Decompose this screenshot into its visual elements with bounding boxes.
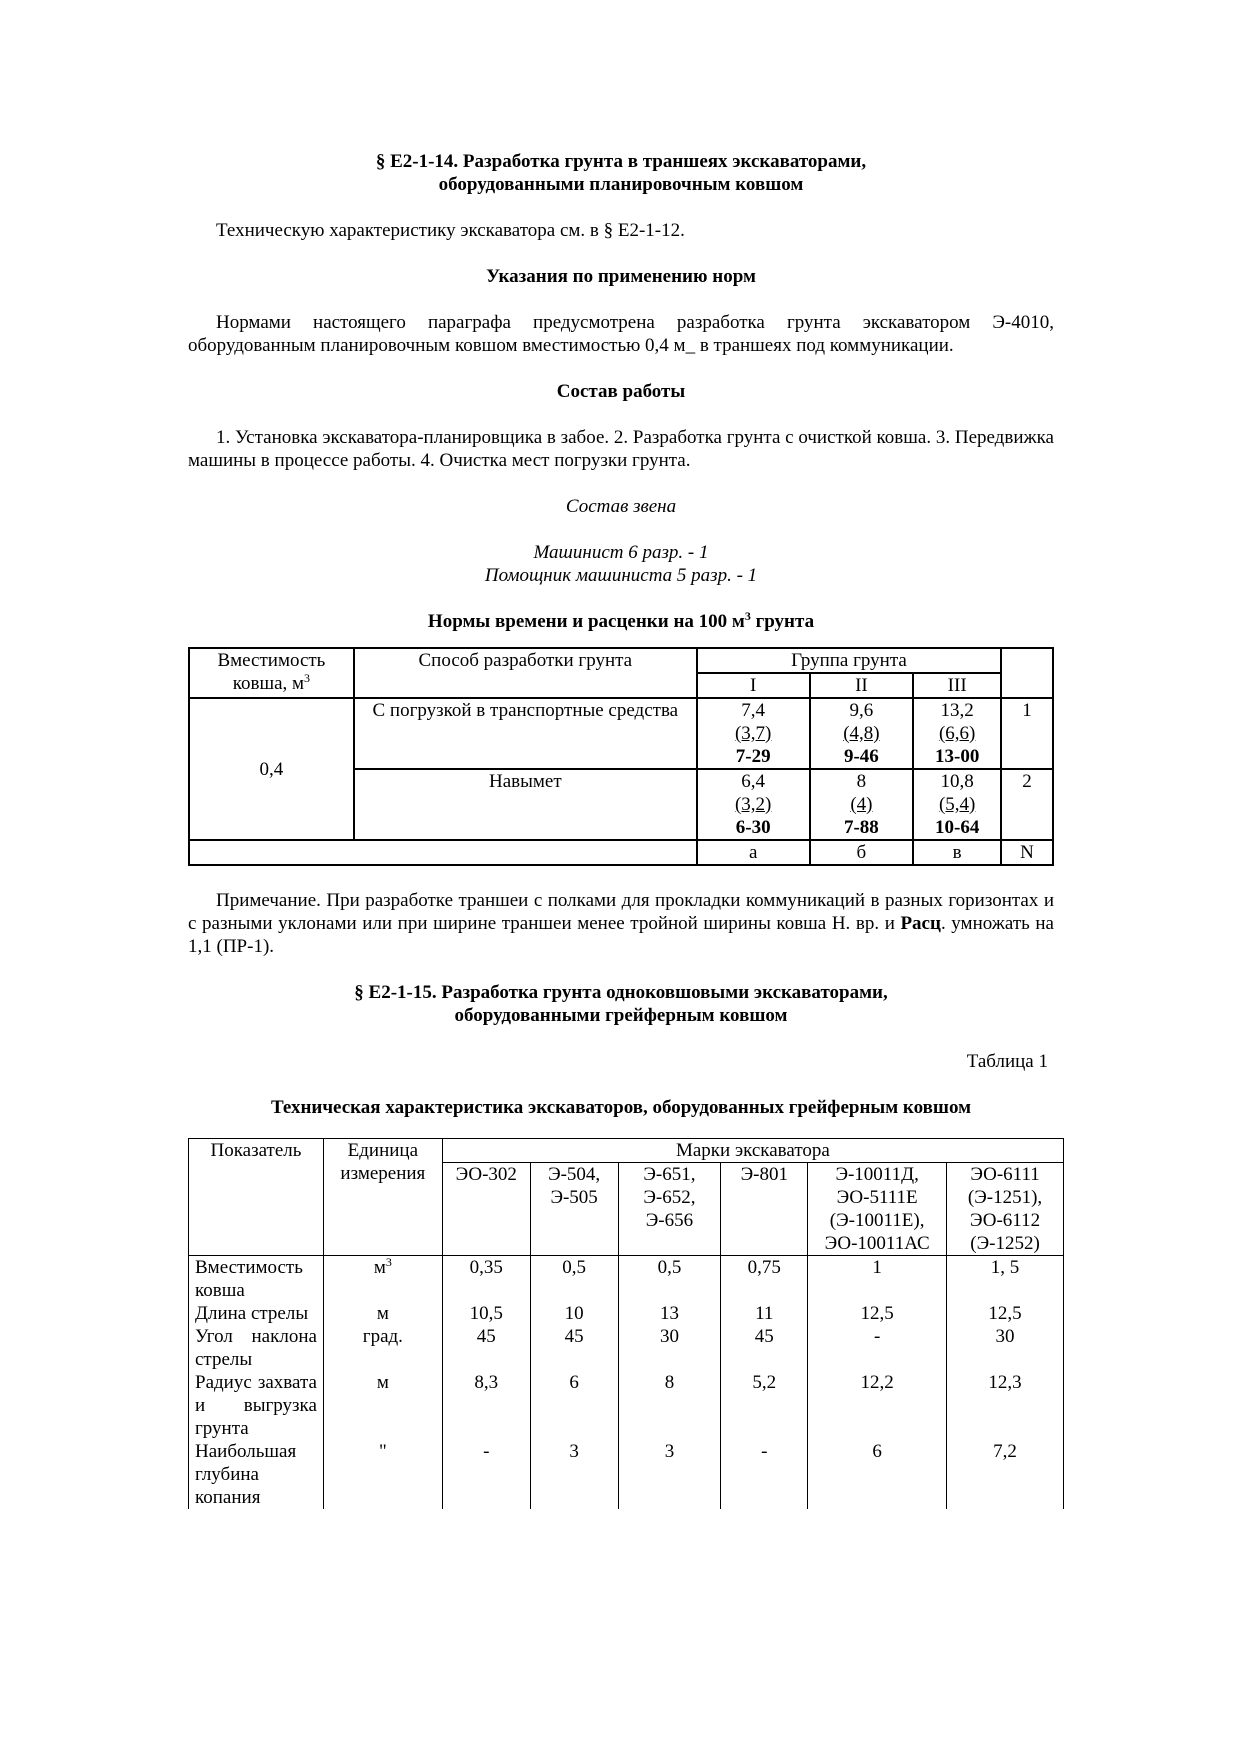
table-row: [189, 1256, 1064, 1303]
document-content: [188, 150, 1054, 1509]
value-cell: 1, 5: [947, 1256, 1064, 1303]
value-cell: 12,5: [947, 1302, 1064, 1325]
footer-cell: б: [810, 840, 914, 865]
header-models: Марки экскаватора: [442, 1139, 1063, 1163]
header-text: ковша, м: [232, 673, 305, 694]
value-cell: 13: [618, 1302, 721, 1325]
table-row: [189, 698, 1053, 769]
value-cell: 12,2: [808, 1371, 947, 1440]
value-cell: -: [442, 1440, 530, 1509]
note-text: Примечание. При разработке траншеи с полками для прокладки коммуникаций в разных горизонтах и с разными уклонами или при ширине траншеи менее тройной ширины ковша Н. вр. и: [188, 890, 1054, 934]
unit-text: м: [376, 1303, 389, 1324]
row-label: Вместимость ковша: [189, 1256, 324, 1303]
value-cell: 1: [808, 1256, 947, 1303]
row-label: Наибольшая глубина копания: [189, 1440, 324, 1509]
method-cell: Навымет: [354, 769, 697, 840]
norm-value: 7,4: [741, 700, 766, 721]
value-cell: 3: [530, 1440, 618, 1509]
table-row: [189, 1302, 1064, 1325]
header-sup: 3: [304, 671, 311, 685]
rate-value: 9-46: [843, 746, 879, 767]
norm-value: 10,8: [940, 771, 974, 792]
unit-cell: [323, 1325, 442, 1371]
section-title-line: § Е2-1-15. Разработка грунта одноковшовыми экскаваторами,: [354, 982, 888, 1003]
crew-member: Помощник машиниста 5 разр. - 1: [484, 565, 758, 586]
tech-table-heading: Техническая характеристика экскаваторов, оборудованных грейферным ковшом: [270, 1097, 972, 1118]
tech-table: [188, 1138, 1064, 1509]
footer-cell: N: [1001, 840, 1053, 865]
norms-heading: [188, 610, 1054, 633]
header-capacity: [189, 648, 354, 698]
header-method: Способ разработки грунта: [354, 648, 697, 698]
section-title-line: оборудованными планировочным ковшом: [438, 174, 804, 195]
table-header-row: [189, 648, 1053, 673]
work-text: 1. Установка экскаватора-планировщика в забое. 2. Разработка грунта с очисткой ковша. 3. Передвижка машины в процессе работы. 4. Очистка мест погрузки грунта.: [188, 427, 1054, 471]
unit-text: град.: [362, 1326, 403, 1347]
row-label: Длина стрелы: [189, 1302, 324, 1325]
unit-text: ": [378, 1441, 387, 1462]
norms-heading-text: Нормы времени и расценки на 100 м: [427, 611, 745, 632]
header-model: Э-504, Э-505: [530, 1163, 618, 1256]
norm-value: 13,2: [940, 700, 974, 721]
guidance-text: Нормами настоящего параграфа предусмотрена разработка грунта экскаватором Э-4010, оборудованным планировочным ковшом вместимостью 0,4 м_ в траншеях под коммуникации.: [188, 312, 1054, 356]
unit-text: м: [373, 1257, 386, 1278]
table-footer-row: [189, 840, 1053, 865]
value-cell: 8: [618, 1371, 721, 1440]
table-label: Таблица 1: [966, 1051, 1048, 1072]
guidance-heading: Указания по применению норм: [486, 266, 756, 287]
norms-heading-text: грунта: [750, 611, 815, 632]
footer-cell: а: [697, 840, 810, 865]
value-cell: 30: [618, 1325, 721, 1371]
section-title: [188, 150, 1054, 196]
value-cell: 45: [721, 1325, 808, 1371]
crew-list: [188, 541, 1054, 587]
value-cell: 6: [530, 1371, 618, 1440]
header-model: ЭО-6111 (Э-1251), ЭО-6112 (Э-1252): [947, 1163, 1064, 1256]
header-text: Вместимость: [217, 650, 326, 671]
unit-cell: [323, 1302, 442, 1325]
value-cell: 0,5: [618, 1256, 721, 1303]
crew-member: Машинист 6 разр. - 1: [533, 542, 709, 563]
table-header-row: [189, 1139, 1064, 1163]
header-soil-group: Группа грунта: [697, 648, 1001, 673]
machine-value: (3,7): [734, 723, 772, 744]
norm-cell: [810, 698, 914, 769]
value-cell: 0,35: [442, 1256, 530, 1303]
table-row: [189, 1371, 1064, 1440]
capacity-value: 0,4: [189, 698, 354, 840]
header-group-ii: II: [810, 673, 914, 698]
row-label: Угол наклона стрелы: [189, 1325, 324, 1371]
value-cell: 0,75: [721, 1256, 808, 1303]
table-row: [189, 1325, 1064, 1371]
unit-cell: [323, 1371, 442, 1440]
norm-cell: [913, 698, 1001, 769]
note-text: . умножать на 1,1 (ПР-1).: [188, 913, 1054, 957]
section-title: [188, 981, 1054, 1027]
value-cell: 10: [530, 1302, 618, 1325]
value-cell: 45: [530, 1325, 618, 1371]
footer-cell: в: [913, 840, 1001, 865]
norm-cell: [913, 769, 1001, 840]
value-cell: 12,5: [808, 1302, 947, 1325]
norms-table: [188, 647, 1054, 866]
header-model: Э-801: [721, 1163, 808, 1256]
norm-value: 8: [856, 771, 867, 792]
machine-value: (4): [850, 794, 873, 815]
footer-blank: [189, 840, 697, 865]
value-cell: 3: [618, 1440, 721, 1509]
header-indicator: Показатель: [189, 1139, 324, 1256]
header-model: Э-651, Э-652, Э-656: [618, 1163, 721, 1256]
row-number: 2: [1001, 769, 1053, 840]
machine-value: (4,8): [843, 723, 880, 744]
row-label: Радиус захвата и выгрузка грунта: [189, 1371, 324, 1440]
header-model: ЭО-302: [442, 1163, 530, 1256]
value-cell: 10,5: [442, 1302, 530, 1325]
unit-text: м: [376, 1372, 389, 1393]
norms-heading-sup: 3: [744, 609, 751, 623]
value-cell: -: [808, 1325, 947, 1371]
rate-value: 7-88: [843, 817, 879, 838]
value-cell: 7,2: [947, 1440, 1064, 1509]
unit-cell: [323, 1440, 442, 1509]
value-cell: 0,5: [530, 1256, 618, 1303]
norm-cell: [810, 769, 914, 840]
method-cell: С погрузкой в транспортные средства: [354, 698, 697, 769]
unit-cell: [323, 1256, 442, 1303]
rate-value: 13-00: [935, 746, 980, 767]
header-group-iii: III: [913, 673, 1001, 698]
section-title-line: оборудованными грейферным ковшом: [454, 1005, 788, 1026]
header-model: Э-10011Д, ЭО-5111Е (Э-10011Е), ЭО-10011АС: [808, 1163, 947, 1256]
value-cell: 6: [808, 1440, 947, 1509]
rate-value: 6-30: [735, 817, 771, 838]
machine-value: (3,2): [734, 794, 772, 815]
header-n: [1001, 648, 1053, 698]
norm-cell: [697, 769, 810, 840]
machine-value: (6,6): [938, 723, 976, 744]
value-cell: 5,2: [721, 1371, 808, 1440]
value-cell: 11: [721, 1302, 808, 1325]
rate-value: 10-64: [935, 817, 980, 838]
tech-reference: Техническую характеристику экскаватора см. в § Е2-1-12.: [216, 220, 685, 241]
note: [188, 889, 1054, 958]
table-row: [189, 1440, 1064, 1509]
machine-value: (5,4): [938, 794, 976, 815]
note-bold: Расц: [900, 913, 941, 934]
header-unit: Единица измерения: [323, 1139, 442, 1256]
norm-value: 9,6: [849, 700, 874, 721]
value-cell: 45: [442, 1325, 530, 1371]
unit-sup: 3: [385, 1255, 392, 1269]
header-group-i: I: [697, 673, 810, 698]
rate-value: 7-29: [735, 746, 771, 767]
work-heading: Состав работы: [556, 381, 686, 402]
row-number: 1: [1001, 698, 1053, 769]
value-cell: 30: [947, 1325, 1064, 1371]
norm-cell: [697, 698, 810, 769]
section-title-line: § Е2-1-14. Разработка грунта в траншеях экскаваторами,: [375, 151, 867, 172]
value-cell: -: [721, 1440, 808, 1509]
crew-heading: Состав звена: [565, 496, 677, 517]
value-cell: 12,3: [947, 1371, 1064, 1440]
norm-value: 6,4: [741, 771, 766, 792]
value-cell: 8,3: [442, 1371, 530, 1440]
